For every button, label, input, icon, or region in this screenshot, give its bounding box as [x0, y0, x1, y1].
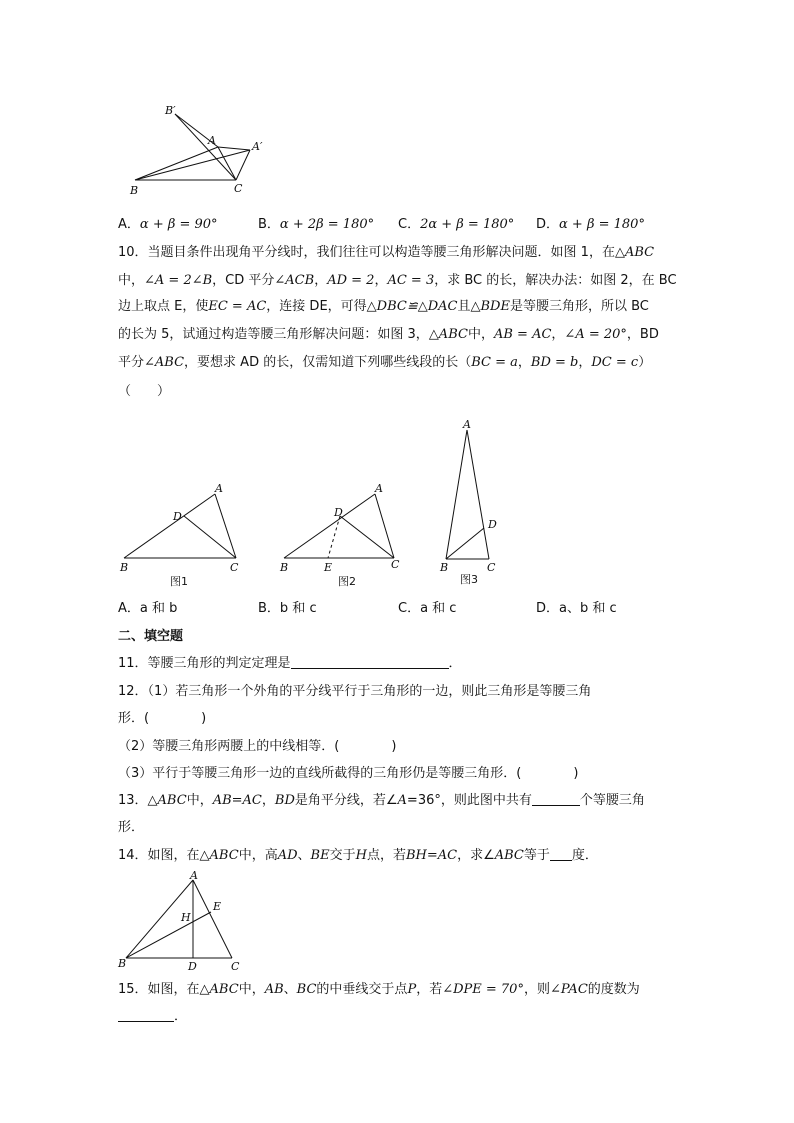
fig2-bisector-cd — [340, 516, 394, 558]
q15-answer-blank[interactable] — [118, 1008, 174, 1022]
fig2-side-ac — [375, 494, 394, 558]
fig1-bisector-cd — [184, 516, 236, 558]
segment-b-aprime — [135, 150, 250, 180]
q13-line-1: 13．△ABC中，AB=AC，BD是角平分线，若∠A=36°，则此图中共有 个等腰三角 — [118, 793, 645, 808]
fig2-caption: 图2 — [338, 575, 356, 588]
label-a: A — [208, 134, 216, 147]
segment-aprime-c — [236, 150, 250, 180]
fig1-label-b: B — [120, 561, 129, 574]
q9-option-d[interactable]: D．α + β = 180° — [536, 217, 645, 232]
fig14-label-b: B — [118, 957, 127, 970]
fig3-bisector-bd — [446, 528, 484, 559]
fig14-label-e: E — [213, 900, 222, 913]
q12-line-2: 形．( ) — [118, 711, 207, 726]
fig3-label-d: D — [488, 518, 497, 531]
fig14-label-a: A — [190, 869, 198, 882]
q15-line-2: ． — [118, 1008, 187, 1026]
q11-answer-blank[interactable] — [291, 655, 449, 669]
q9-option-c[interactable]: C．2α + β = 180° — [398, 217, 515, 232]
q13-answer-blank[interactable] — [532, 792, 580, 806]
fig2-label-b: B — [280, 561, 289, 574]
fig3-caption: 图3 — [460, 573, 478, 586]
fig2-label-e: E — [324, 561, 333, 574]
fig3-label-c: C — [487, 561, 496, 574]
q13-line-2: 形． — [118, 820, 145, 835]
q12-line-3: （2）等腰三角形两腰上的中线相等．( ) — [118, 739, 397, 754]
fig1-label-d: D — [173, 510, 182, 523]
figure-q9 — [130, 100, 280, 200]
q14: 14．如图，在△ABC中，高AD、BE交于H点，若BH=AC，求∠ABC等于 度． — [118, 848, 598, 863]
q10-line-4: 的长为 5，试通过构造等腰三角形解决问题：如图 3，△ABC中，AB = AC，∠A = 20°，BD — [118, 327, 659, 342]
q10-option-d[interactable]: D．a、b 和 c — [536, 601, 617, 616]
q11: 11．等腰三角形的判定定理是 ． — [118, 656, 462, 671]
fig1-side-ac — [215, 494, 236, 558]
q10-option-c[interactable]: C．a 和 c — [398, 601, 457, 616]
fig14-label-d: D — [188, 960, 197, 973]
fig1-label-c: C — [230, 561, 239, 574]
fig2-label-a: A — [375, 482, 383, 495]
q10-option-b[interactable]: B．b 和 c — [258, 601, 317, 616]
fig14-label-h: H — [181, 911, 191, 924]
figure-2 — [278, 478, 408, 588]
fig2-label-d: D — [334, 506, 343, 519]
label-a-prime: A′ — [252, 140, 263, 153]
figure-3 — [438, 418, 508, 590]
q12-line-1: 12．（1）若三角形一个外角的平分线平行于三角形的一边，则此三角形是等腰三角 — [118, 684, 592, 699]
q10-answer-paren[interactable]: （ ） — [118, 384, 171, 399]
fig1-label-a: A — [215, 482, 223, 495]
segment-bprime-c — [175, 114, 236, 180]
q10-option-a[interactable]: A．a 和 b — [118, 601, 178, 616]
fig3-label-a: A — [463, 418, 471, 431]
q9-option-a[interactable]: A．α + β = 90° — [118, 217, 218, 232]
figure-1 — [118, 478, 248, 588]
q14-answer-blank[interactable] — [550, 847, 572, 861]
fig1-caption: 图1 — [170, 575, 188, 588]
fig1-side-ba — [124, 494, 215, 558]
fig3-side-ab — [446, 430, 467, 559]
q10-line-5: 平分∠ABC，要想求 AD 的长，仅需知道下列哪些线段的长（BC = a，BD = b，DC = c） — [118, 355, 652, 370]
label-b: B — [130, 184, 139, 197]
fig3-label-b: B — [440, 561, 449, 574]
q10-line-1: 10．当题目条件出现角平分线时，我们往往可以构造等腰三角形解决问题．如图 1，在△ABC — [118, 245, 655, 260]
label-b-prime: B′ — [165, 104, 176, 117]
q10-line-2: 中，∠A = 2∠B，CD 平分∠ACB，AD = 2，AC = 3，求 BC 的长，解决办法：如图 2，在 BC — [118, 273, 677, 288]
fig2-side-ba — [284, 494, 375, 558]
q9-option-b[interactable]: B．α + 2β = 180° — [258, 217, 375, 232]
fig2-label-c: C — [391, 558, 400, 571]
fig14-label-c: C — [231, 960, 240, 973]
segment-b-a — [135, 147, 218, 180]
q12-line-4: （3）平行于等腰三角形一边的直线所截得的三角形仍是等腰三角形．( ) — [118, 766, 579, 781]
section-heading-fill-blank: 二、填空题 — [118, 629, 184, 644]
figure-q14 — [118, 868, 248, 973]
segment-a-aprime — [218, 147, 250, 150]
label-c: C — [234, 182, 243, 195]
fig14-altitude-be — [126, 912, 211, 958]
q15-line-1: 15．如图，在△ABC中，AB、BC的中垂线交于点P，若∠DPE = 70°，则∠PAC的度数为 — [118, 982, 640, 997]
q10-line-3: 边上取点 E，使EC = AC，连接 DE，可得△DBC≌△DAC且△BDE是等腰三角形，所以 BC — [118, 299, 649, 314]
